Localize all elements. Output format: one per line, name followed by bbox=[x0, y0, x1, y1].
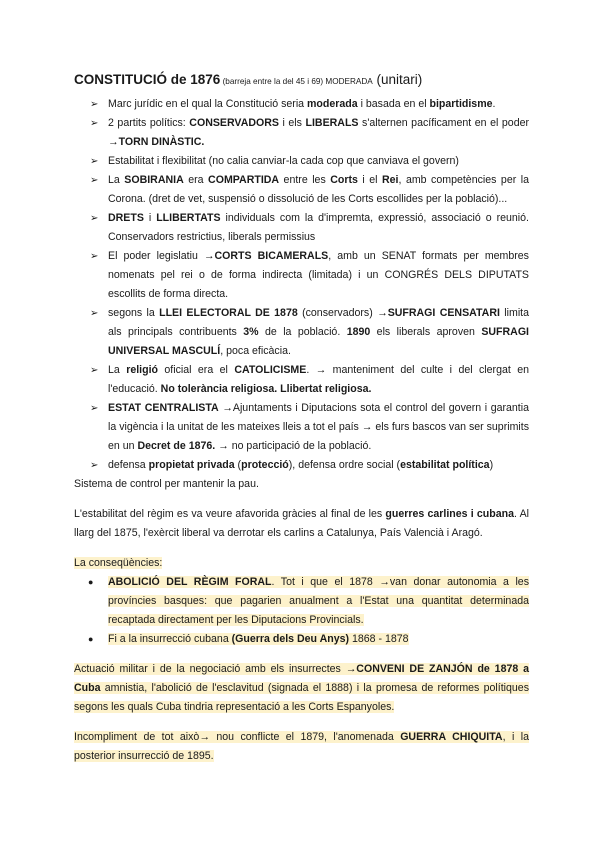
bold-text: CONSERVADORS bbox=[189, 117, 279, 129]
bold-text: LLIBERTATS bbox=[156, 212, 221, 224]
bold-text: CONVENI DE ZANJÓN de 1878 a Cuba bbox=[74, 663, 529, 694]
bold-text: GUERRA CHIQUITA bbox=[400, 731, 503, 743]
bold-text: 3% bbox=[243, 326, 259, 338]
consequences-list bbox=[74, 573, 529, 649]
title-tag: (unitari) bbox=[372, 72, 423, 87]
arrow-bullet-icon: ➢ bbox=[90, 251, 99, 262]
arrow-bullet-icon: ➢ bbox=[90, 156, 99, 167]
list-item bbox=[74, 114, 529, 152]
list-item-text: La SOBIRANIA era COMPARTIDA entre les Corts i el Rei, amb competències per la Corona. (dret de vet, suspensió o dissolució de les Corts escollides per la població)... bbox=[108, 174, 529, 205]
list-item-text: DRETS i LLIBERTATS individuals com la d'impremta, expressió, associació o reunió. Conservadors restrictius, liberals permissius bbox=[108, 212, 529, 243]
bold-text: →TORN DINÀSTIC. bbox=[108, 136, 205, 148]
bold-text: LIBERALS bbox=[305, 117, 359, 129]
bold-text: Corts bbox=[330, 174, 358, 186]
arrow-bullet-icon: ➢ bbox=[90, 175, 99, 186]
list-item bbox=[74, 361, 529, 399]
bold-text: CATOLICISME bbox=[234, 364, 307, 376]
arrow-bullet-icon: ➢ bbox=[90, 308, 99, 319]
bold-text: (Guerra dels Deu Anys) bbox=[231, 633, 350, 645]
bold-text: LLEI ELECTORAL DE 1878 bbox=[159, 307, 298, 319]
bold-text: No tolerància religiosa. Llibertat religiosa. bbox=[160, 383, 372, 395]
list-item-text: ESTAT CENTRALISTA →Ajuntaments i Diputacions sota el control del govern i garantia la vigència i la unitat de les mateixes lleis a tot el país → els furs bascos van ser suprimits en un Decret de 1876. → no participació de la població. bbox=[108, 402, 529, 452]
list-item-text: Estabilitat i flexibilitat (no calia canviar-la cada cop que canviava el govern) bbox=[108, 155, 459, 167]
bold-text: SOBIRANIA bbox=[124, 174, 184, 186]
arrow-bullet-icon: ➢ bbox=[90, 118, 99, 129]
bold-text: moderada bbox=[307, 98, 358, 110]
bold-text: ABOLICIÓ DEL RÈGIM FORAL bbox=[108, 576, 272, 588]
chiquita-text: Incompliment de tot això→ nou conflicte el 1879, l'anomenada GUERRA CHIQUITA, i la posterior insurrecció de 1895. bbox=[74, 731, 529, 762]
list-item bbox=[74, 247, 529, 304]
document-title bbox=[74, 70, 529, 92]
arrow-bullet-icon: ➢ bbox=[90, 99, 99, 110]
bold-text: religió bbox=[126, 364, 158, 376]
list-item-text: 2 partits polítics: CONSERVADORS i els LIBERALS s'alternen pacíficament en el poder →TORN DINÀSTIC. bbox=[108, 117, 529, 148]
stability-paragraph: L'estabilitat del règim es va veure afavorida gràcies al final de les guerres carlines i cubana. Al llarg del 1875, l'exèrcit liberal va derrotar els carlins a Catalunya, País Valencià i Aragó. bbox=[74, 508, 529, 539]
list-item bbox=[74, 456, 529, 475]
list-item-text: segons la LLEI ELECTORAL DE 1878 (conservadors) →SUFRAGI CENSATARI limita als principals contribuents 3% de la població. 1890 els liberals aproven SUFRAGI UNIVERSAL MASCULÍ, poca eficàcia. bbox=[108, 307, 530, 357]
bold-text: COMPARTIDA bbox=[208, 174, 280, 186]
arrow-bullet-icon: ➢ bbox=[90, 460, 99, 471]
consequence-text: Fi a la insurrecció cubana (Guerra dels Deu Anys) 1868 - 1878 bbox=[108, 633, 409, 645]
list-item-text: Marc jurídic en el qual la Constitució seria moderada i basada en el bipartidisme. bbox=[108, 98, 496, 110]
consequence-item bbox=[74, 573, 529, 630]
bold-text: Rei bbox=[382, 174, 399, 186]
bold-text: estabilitat política bbox=[400, 459, 490, 471]
bold-text: ESTAT CENTRALISTA bbox=[108, 402, 219, 414]
consequence-item bbox=[74, 630, 529, 649]
title-main: CONSTITUCIÓ de 1876 bbox=[74, 72, 221, 87]
arrow-bullet-icon: ➢ bbox=[90, 365, 99, 376]
dot-bullet-icon: ● bbox=[88, 577, 94, 587]
list-item bbox=[74, 171, 529, 209]
list-item bbox=[74, 209, 529, 247]
list-item bbox=[74, 152, 529, 171]
bold-text: Decret de 1876. bbox=[137, 440, 216, 452]
consequence-text: ABOLICIÓ DEL RÈGIM FORAL. Tot i que el 1878 →van donar autonomia a les províncies basques: que pagarien anualment a l'Estat una quantitat determinada recaptada directament per les Diputacions Provincials. bbox=[108, 576, 529, 626]
bold-text: 1890 bbox=[346, 326, 371, 338]
consequences-heading bbox=[74, 554, 529, 573]
list-item bbox=[74, 95, 529, 114]
list-item-text: La religió oficial era el CATOLICISME. → manteniment del culte i del clergat en l'educació. No tolerància religiosa. Llibertat religiosa. bbox=[108, 364, 529, 395]
bold-text: SUFRAGI UNIVERSAL MASCULÍ bbox=[108, 326, 529, 357]
constitution-list bbox=[74, 95, 529, 475]
dot-bullet-icon: ● bbox=[88, 634, 94, 644]
chiquita-paragraph bbox=[74, 728, 529, 766]
bold-text: →SUFRAGI CENSATARI bbox=[377, 307, 500, 319]
list-item-text: defensa propietat privada (protecció), defensa ordre social (estabilitat política) bbox=[108, 459, 494, 471]
arrow-bullet-icon: ➢ bbox=[90, 403, 99, 414]
bold-text: →CORTS BICAMERALS bbox=[203, 250, 329, 262]
bold-text: DRETS bbox=[108, 212, 144, 224]
list-item bbox=[74, 304, 529, 361]
list-item bbox=[74, 399, 529, 456]
list-item-text: El poder legislatiu →CORTS BICAMERALS, amb un SENAT formats per membres nomenats pel rei o de forma indirecta (limitada) i un CONGRÉS DELS DIPUTATS escollits de forma directa. bbox=[108, 250, 529, 300]
bold-text: guerres carlines i cubana bbox=[385, 508, 514, 520]
arrow-bullet-icon: ➢ bbox=[90, 213, 99, 224]
zanjon-text: Actuació militar i de la negociació amb els insurrectes →CONVENI DE ZANJÓN de 1878 a Cuba amnistia, l'abolició de l'esclavitud (signada el 1888) i la promesa de reformes polítiques segons les quals Cuba tindria representació a les Corts Espanyoles. bbox=[74, 663, 529, 713]
consequences-heading-text: La conseqüències: bbox=[74, 557, 163, 569]
title-note: (barreja entre la del 45 i 69) MODERADA bbox=[220, 77, 373, 86]
control-note: Sistema de control per mantenir la pau. bbox=[74, 478, 259, 490]
bold-text: bipartidisme bbox=[429, 98, 493, 110]
bold-text: propietat privada bbox=[148, 459, 235, 471]
bold-text: protecció bbox=[241, 459, 289, 471]
document-page bbox=[74, 70, 529, 766]
zanjon-paragraph bbox=[74, 660, 529, 717]
